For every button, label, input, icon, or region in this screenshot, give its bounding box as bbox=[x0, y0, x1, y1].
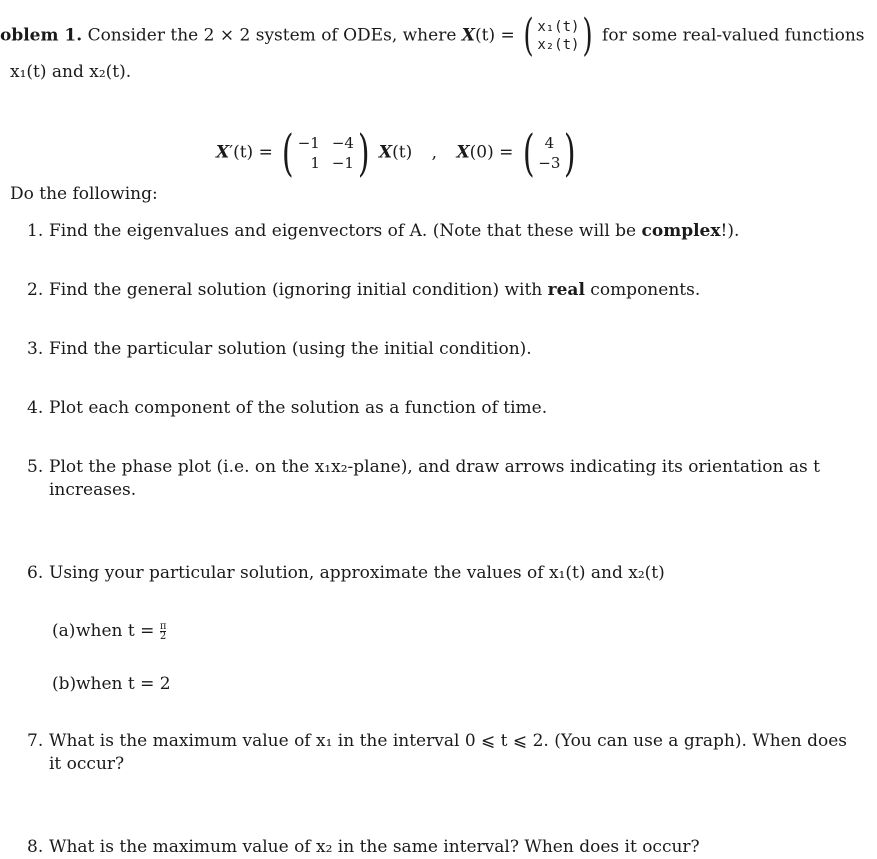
list-item: 6. Using your particular solution, approximate the values of x₁(t) and x₂(t) bbox=[27, 563, 665, 583]
fraction: $\frac{\pi}{2}$ bbox=[159, 621, 167, 642]
ic-arg: (0) = bbox=[469, 142, 514, 163]
ode-equation bbox=[216, 124, 580, 182]
vector-name: X bbox=[461, 25, 475, 46]
lhs-name: X bbox=[216, 142, 230, 163]
ic-top: 4 bbox=[544, 134, 555, 152]
ic-bottom: −3 bbox=[538, 154, 561, 172]
lhs-arg: ′(t) = bbox=[229, 142, 273, 163]
list-item: 7. What is the maximum value of x₁ in the interval 0 ⩽ t ⩽ 2. (You can use a graph). When does it occur? bbox=[27, 731, 847, 774]
matrix-r1c2: −4 bbox=[331, 134, 354, 152]
list-item: 5. Plot the phase plot (i.e. on the x₁x₂-plane), and draw arrows indicating its orientation as t increases. bbox=[27, 457, 820, 500]
matrix-r2c1: 1 bbox=[310, 154, 320, 172]
rhs-arg: (t) bbox=[392, 142, 413, 163]
ic-name: X bbox=[456, 142, 470, 163]
list-item: 3. Find the particular solution (using the initial condition). bbox=[27, 339, 532, 359]
matrix-r2c2: −1 bbox=[331, 154, 354, 172]
matrix-r1c1: −1 bbox=[297, 134, 320, 152]
sub-item: (b) when t = 2 bbox=[52, 674, 171, 694]
vector-x2: x₂(t) bbox=[537, 37, 580, 53]
vector-arg: (t) = bbox=[474, 25, 515, 46]
header-tail: for some real-valued functions bbox=[602, 25, 865, 46]
instructions-intro: Do the following: bbox=[10, 184, 158, 204]
header-line2: x₁(t) and x₂(t). bbox=[10, 62, 132, 82]
problem-number: oblem 1. bbox=[0, 25, 83, 46]
list-item: 1. Find the eigenvalues and eigenvectors of A. (Note that these will be complex!). bbox=[27, 221, 740, 241]
sub-item: (a) when t = $\frac{\pi}{2}$ bbox=[52, 621, 167, 642]
rhs-name: X bbox=[378, 142, 393, 163]
equation-separator: , bbox=[431, 142, 438, 163]
vector-definition: ( x₁(t) x₂(t) ) bbox=[523, 10, 594, 61]
initial-condition-vector: ( 4 −3 ) bbox=[522, 124, 577, 182]
header-text: Consider the 2 × 2 system of ODEs, where bbox=[87, 25, 457, 46]
list-item: 8. What is the maximum value of x₂ in the same interval? When does it occur? bbox=[27, 837, 700, 857]
list-item: 2. Find the general solution (ignoring initial condition) with real components. bbox=[27, 280, 701, 300]
list-item: 4. Plot each component of the solution as a function of time. bbox=[27, 398, 548, 418]
coefficient-matrix: ( −1 −4 1 −1 ) bbox=[282, 124, 370, 182]
problem-header bbox=[0, 10, 865, 61]
vector-x1: x₁(t) bbox=[537, 19, 580, 35]
